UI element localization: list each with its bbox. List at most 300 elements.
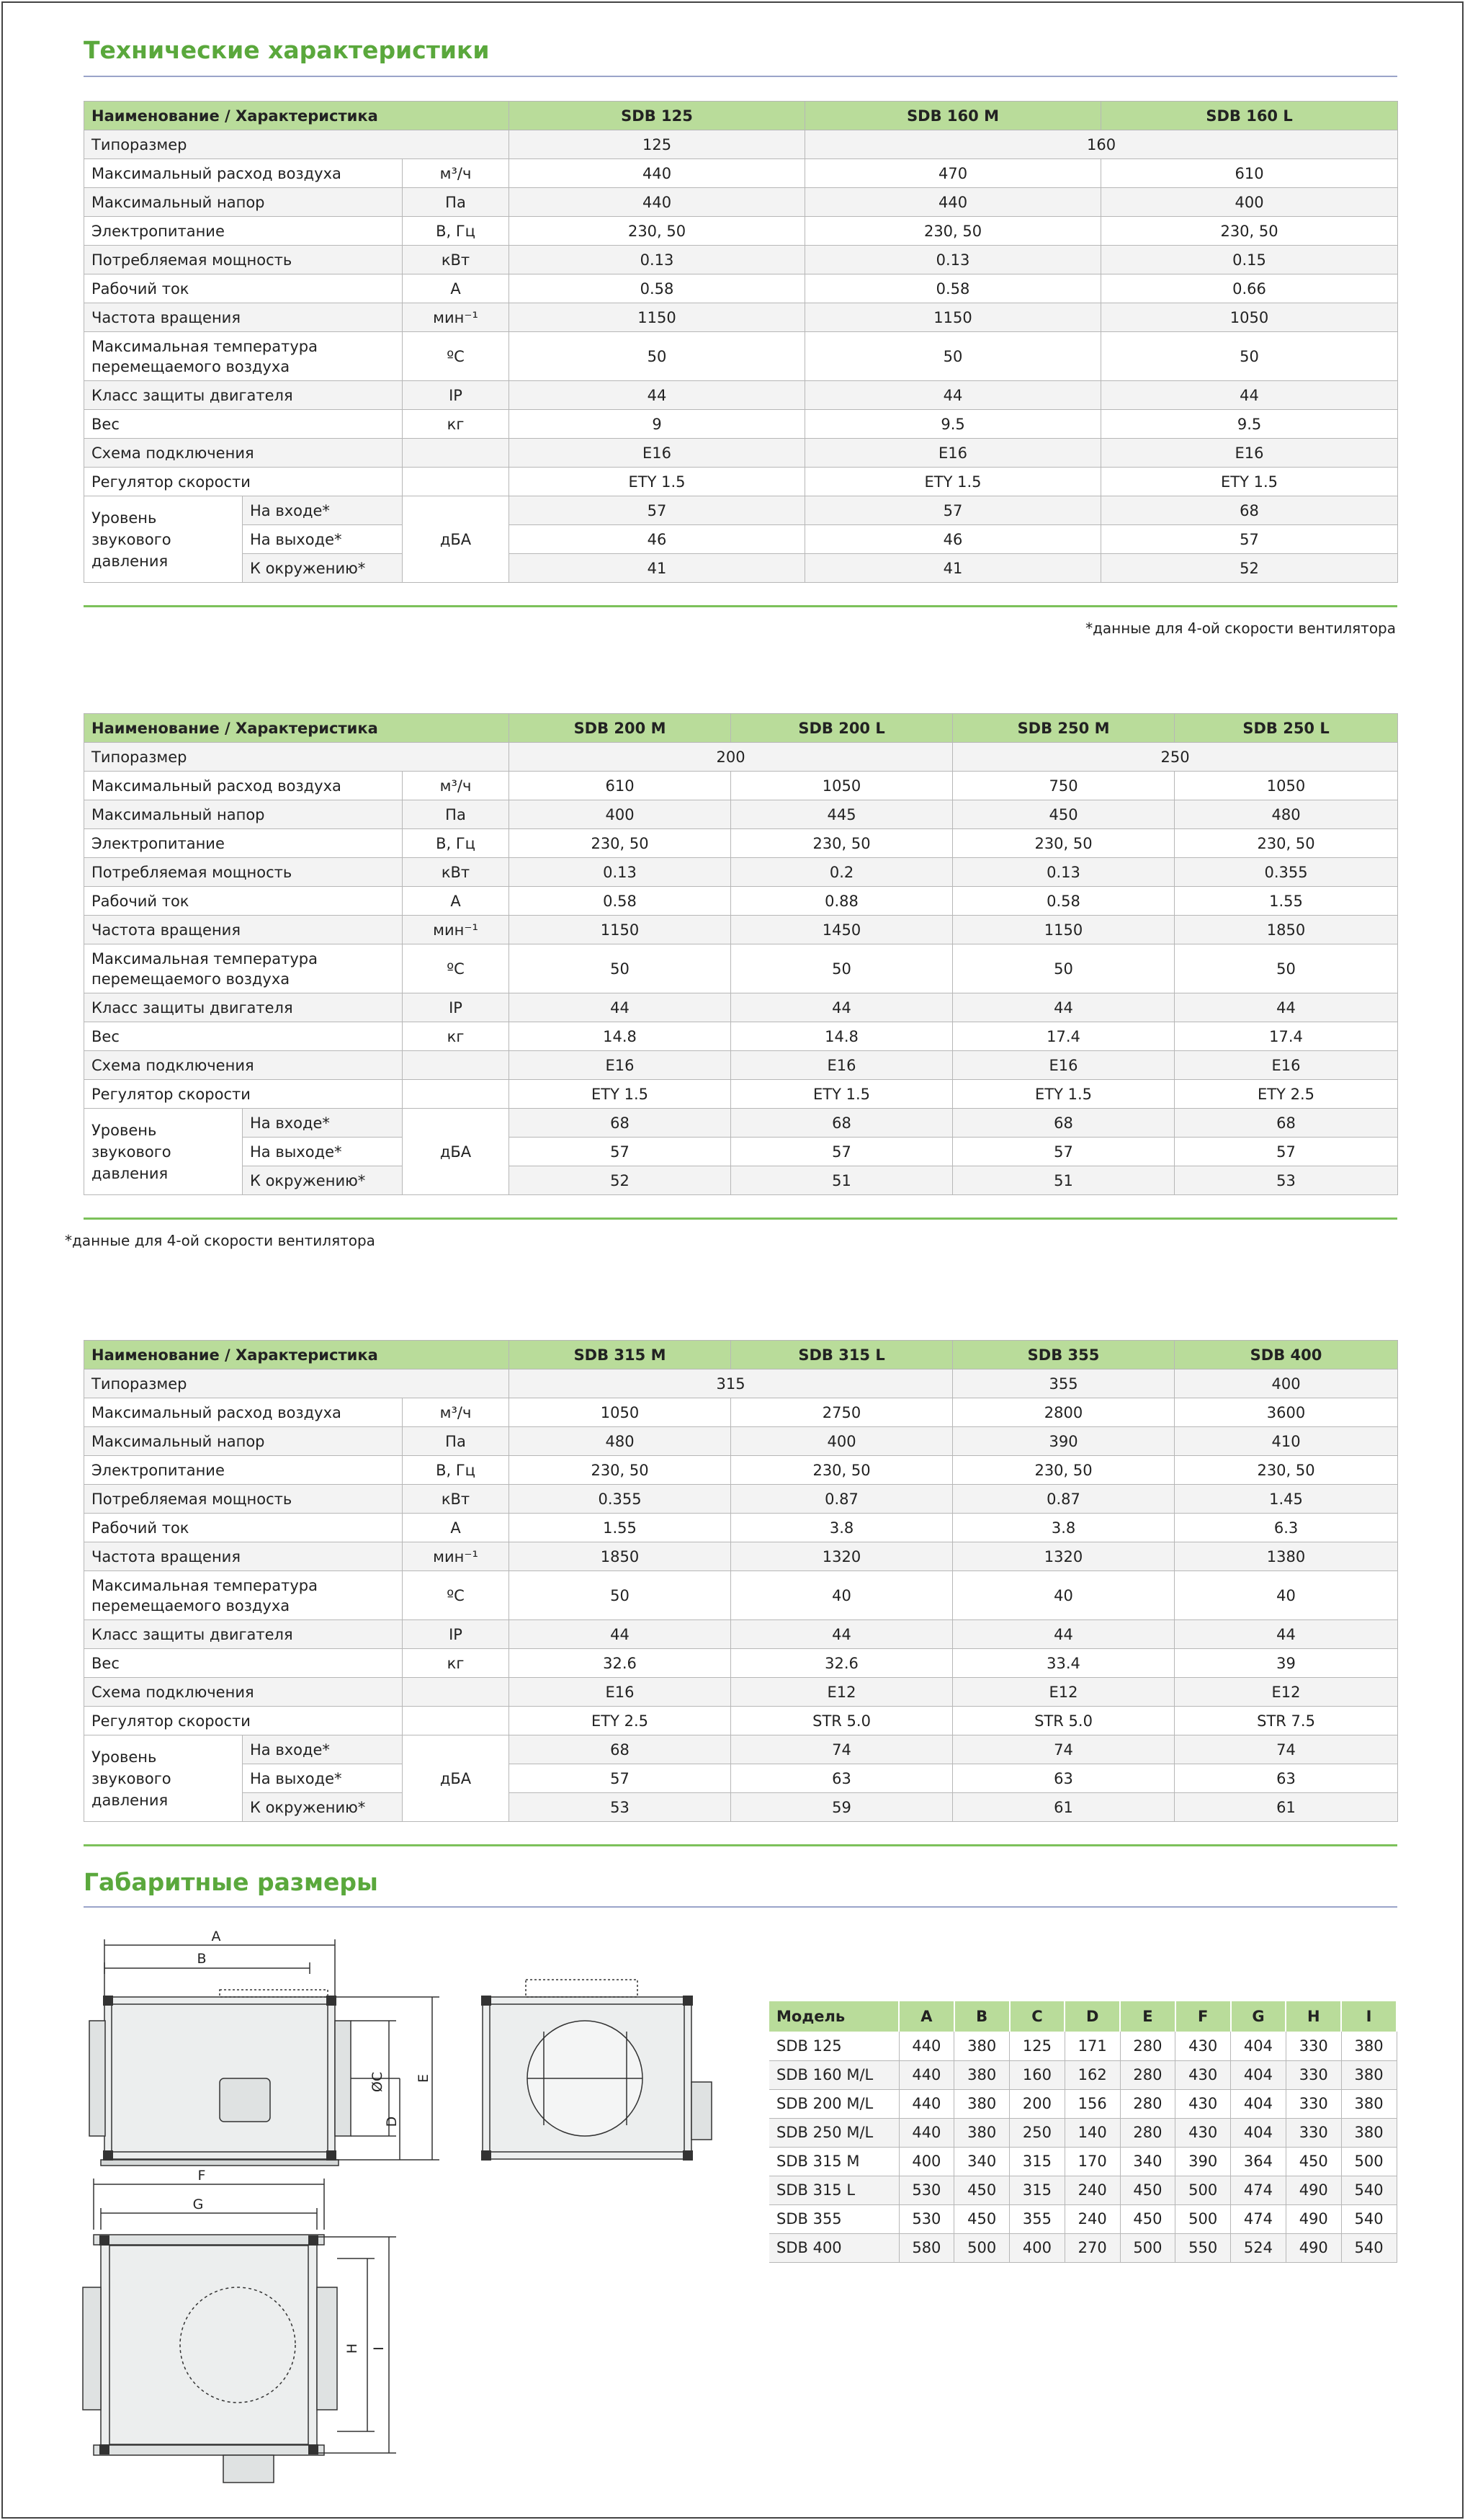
cell: 57 (805, 496, 1101, 525)
cell: 63 (953, 1764, 1175, 1793)
cell: 50 (509, 332, 805, 381)
dim-value: 440 (899, 2118, 954, 2147)
dim-value: 404 (1231, 2032, 1286, 2060)
table-3-bottom-rule (84, 1844, 1397, 1846)
cell: 68 (731, 1109, 953, 1138)
model-header: SDB 400 (1175, 1341, 1398, 1370)
dim-value: 270 (1065, 2233, 1120, 2262)
cell: 1050 (731, 772, 953, 800)
cell: 610 (1101, 159, 1398, 188)
row-label: Максимальный напор (84, 800, 403, 829)
cell: 17.4 (953, 1022, 1175, 1051)
sub-label: К окружению* (243, 1793, 403, 1822)
cell: 61 (953, 1793, 1175, 1822)
cell: 1.55 (1175, 887, 1398, 916)
model-header: SDB 160 M (805, 102, 1101, 130)
model-name: SDB 315 L (769, 2176, 899, 2204)
cell: 57 (1175, 1138, 1398, 1166)
dim-value: 315 (1010, 2176, 1065, 2204)
cell: 44 (1175, 1620, 1398, 1649)
dim-label-d: D (384, 2116, 400, 2127)
model-header: SDB 200 L (731, 714, 953, 743)
cell: 74 (953, 1735, 1175, 1764)
cell: ETY 1.5 (731, 1080, 953, 1109)
row-label: Максимальная температура перемещаемого воздуха (84, 944, 403, 993)
cell: 6.3 (1175, 1514, 1398, 1542)
dim-value: 330 (1286, 2060, 1341, 2089)
cell: E16 (1175, 1051, 1398, 1080)
cell: 0.58 (805, 274, 1101, 303)
dim-value: 450 (954, 2176, 1010, 2204)
dim-value: 500 (1175, 2204, 1231, 2233)
model-name: SDB 315 M (769, 2147, 899, 2176)
dim-value: 340 (1120, 2147, 1175, 2176)
sub-label: На входе* (243, 496, 403, 525)
cell: 33.4 (953, 1649, 1175, 1678)
cell: 51 (731, 1166, 953, 1195)
unit: мин⁻¹ (403, 1542, 509, 1571)
dim-value: 404 (1231, 2118, 1286, 2147)
model-name: SDB 160 M/L (769, 2060, 899, 2089)
row-label: Типоразмер (84, 130, 509, 159)
cell: 1850 (509, 1542, 731, 1571)
front-view-drawing (79, 1931, 454, 2176)
unit: ºC (403, 944, 509, 993)
dim-value: 524 (1231, 2233, 1286, 2262)
row-label: Максимальный расход воздуха (84, 772, 403, 800)
unit: м³/ч (403, 1398, 509, 1427)
dim-value: 400 (1010, 2233, 1065, 2262)
dim-value: 380 (954, 2060, 1010, 2089)
cell: 2800 (953, 1398, 1175, 1427)
dim-value: 490 (1286, 2204, 1341, 2233)
cell: 0.58 (509, 274, 805, 303)
dim-value: 280 (1120, 2089, 1175, 2118)
dim-value: 540 (1341, 2176, 1397, 2204)
dim-value: 500 (954, 2233, 1010, 2262)
row-label: Электропитание (84, 829, 403, 858)
header-label: Наименование / Характеристика (84, 714, 509, 743)
spec-table-1 (84, 101, 1398, 583)
unit: Па (403, 188, 509, 217)
unit: А (403, 887, 509, 916)
cell: 1450 (731, 916, 953, 944)
dim-header: A (899, 2001, 954, 2032)
row-label: Максимальный расход воздуха (84, 1398, 403, 1427)
dim-value: 140 (1065, 2118, 1120, 2147)
side-view-drawing (475, 1974, 713, 2161)
row-label: Максимальный расход воздуха (84, 159, 403, 188)
cell: 0.355 (1175, 858, 1398, 887)
dim-value: 240 (1065, 2176, 1120, 2204)
cell: 57 (1101, 525, 1398, 554)
cell: 9.5 (805, 410, 1101, 439)
row-label: Схема подключения (84, 439, 403, 468)
row-label: Регулятор скорости (84, 1080, 403, 1109)
cell: 230, 50 (509, 1456, 731, 1485)
cell: ETY 1.5 (509, 468, 805, 496)
cell: 230, 50 (1175, 829, 1398, 858)
title-underline (84, 76, 1397, 77)
dim-value: 380 (1341, 2089, 1397, 2118)
cell: 230, 50 (509, 829, 731, 858)
cell: 200 (509, 743, 953, 772)
cell: ETY 1.5 (953, 1080, 1175, 1109)
cell: 160 (805, 130, 1398, 159)
dim-header: D (1065, 2001, 1120, 2032)
dim-label-h: H (344, 2343, 360, 2354)
cell: 50 (731, 944, 953, 993)
dim-value: 404 (1231, 2060, 1286, 2089)
row-label: Класс защиты двигателя (84, 993, 403, 1022)
cell: 68 (1101, 496, 1398, 525)
unit: Па (403, 800, 509, 829)
dim-header: H (1286, 2001, 1341, 2032)
cell: E12 (731, 1678, 953, 1707)
dim-value: 340 (954, 2147, 1010, 2176)
row-label: Максимальный напор (84, 1427, 403, 1456)
unit: кВт (403, 246, 509, 274)
dim-value: 530 (899, 2204, 954, 2233)
cell: STR 5.0 (953, 1707, 1175, 1735)
unit: кг (403, 1022, 509, 1051)
cell: STR 5.0 (731, 1707, 953, 1735)
dim-value: 315 (1010, 2147, 1065, 2176)
row-label: Уровень звукового давления (84, 1109, 243, 1195)
dim-value: 450 (1120, 2176, 1175, 2204)
cell: 750 (953, 772, 1175, 800)
dim-value: 240 (1065, 2204, 1120, 2233)
dim-value: 580 (899, 2233, 954, 2262)
cell: 14.8 (509, 1022, 731, 1051)
cell: 32.6 (731, 1649, 953, 1678)
cell: 63 (731, 1764, 953, 1793)
dim-value: 380 (954, 2089, 1010, 2118)
cell: 50 (509, 1571, 731, 1620)
unit: м³/ч (403, 772, 509, 800)
cell: 440 (509, 188, 805, 217)
dim-header: Модель (769, 2001, 899, 2032)
cell: 125 (509, 130, 805, 159)
cell: 230, 50 (731, 829, 953, 858)
cell: 57 (509, 496, 805, 525)
row-label: Вес (84, 1649, 403, 1678)
cell: 57 (731, 1138, 953, 1166)
cell: 32.6 (509, 1649, 731, 1678)
dim-value: 380 (954, 2118, 1010, 2147)
cell: 0.355 (509, 1485, 731, 1514)
cell: ETY 2.5 (1175, 1080, 1398, 1109)
dim-value: 355 (1010, 2204, 1065, 2233)
cell: 1.45 (1175, 1485, 1398, 1514)
cell: 57 (509, 1764, 731, 1793)
dim-value: 440 (899, 2032, 954, 2060)
row-label: Уровень звукового давления (84, 496, 243, 583)
tech-specs-title: Технические характеристики (84, 36, 490, 64)
cell: 1050 (1101, 303, 1398, 332)
sub-label: На входе* (243, 1735, 403, 1764)
dim-value: 474 (1231, 2204, 1286, 2233)
model-header: SDB 250 L (1175, 714, 1398, 743)
dimensions-title: Габаритные размеры (84, 1868, 378, 1896)
model-name: SDB 250 M/L (769, 2118, 899, 2147)
cell: 3.8 (953, 1514, 1175, 1542)
footnote: *данные для 4-ой скорости вентилятора (1085, 620, 1396, 637)
spec-table-2 (84, 713, 1398, 1195)
cell: 46 (509, 525, 805, 554)
cell: 410 (1175, 1427, 1398, 1456)
dim-value: 170 (1065, 2147, 1120, 2176)
dim-value: 380 (1341, 2032, 1397, 2060)
cell: E12 (953, 1678, 1175, 1707)
model-header: SDB 125 (509, 102, 805, 130)
sub-label: К окружению* (243, 1166, 403, 1195)
dim-value: 400 (899, 2147, 954, 2176)
cell: 57 (509, 1138, 731, 1166)
unit: ºC (403, 1571, 509, 1620)
unit: IP (403, 381, 509, 410)
cell: 40 (731, 1571, 953, 1620)
unit: IP (403, 1620, 509, 1649)
unit: мин⁻¹ (403, 916, 509, 944)
cell: 230, 50 (509, 217, 805, 246)
cell: 74 (1175, 1735, 1398, 1764)
cell: 0.66 (1101, 274, 1398, 303)
row-label: Рабочий ток (84, 887, 403, 916)
row-label: Максимальная температура перемещаемого воздуха (84, 332, 403, 381)
sub-label: На выходе* (243, 525, 403, 554)
cell: 440 (805, 188, 1101, 217)
dim-header: I (1341, 2001, 1397, 2032)
cell: E12 (1175, 1678, 1398, 1707)
unit: IP (403, 993, 509, 1022)
cell: 57 (953, 1138, 1175, 1166)
cell: 50 (1175, 944, 1398, 993)
dim-header: F (1175, 2001, 1231, 2032)
dim-value: 280 (1120, 2032, 1175, 2060)
model-header: SDB 160 L (1101, 102, 1398, 130)
row-label: Уровень звукового давления (84, 1735, 243, 1822)
row-label: Частота вращения (84, 303, 403, 332)
cell: 1.55 (509, 1514, 731, 1542)
dim-value: 160 (1010, 2060, 1065, 2089)
table-1-bottom-rule (84, 605, 1397, 607)
dim-value: 380 (1341, 2060, 1397, 2089)
table-row (769, 2176, 1397, 2204)
cell: E16 (509, 439, 805, 468)
row-label: Рабочий ток (84, 1514, 403, 1542)
cell: ETY 1.5 (509, 1080, 731, 1109)
cell: 230, 50 (1175, 1456, 1398, 1485)
cell: 480 (509, 1427, 731, 1456)
cell: 0.13 (805, 246, 1101, 274)
dim-value: 430 (1175, 2118, 1231, 2147)
dim-value: 330 (1286, 2118, 1341, 2147)
model-header: SDB 315 M (509, 1341, 731, 1370)
dim-value: 364 (1231, 2147, 1286, 2176)
cell: 53 (1175, 1166, 1398, 1195)
cell: 230, 50 (953, 829, 1175, 858)
cell: 14.8 (731, 1022, 953, 1051)
cell: 0.88 (731, 887, 953, 916)
cell: 52 (509, 1166, 731, 1195)
dim-value: 540 (1341, 2233, 1397, 2262)
row-label: Вес (84, 410, 403, 439)
model-name: SDB 400 (769, 2233, 899, 2262)
dim-value: 250 (1010, 2118, 1065, 2147)
cell: ETY 1.5 (805, 468, 1101, 496)
row-label: Класс защиты двигателя (84, 381, 403, 410)
dim-value: 390 (1175, 2147, 1231, 2176)
dim-value: 450 (1286, 2147, 1341, 2176)
cell: 2750 (731, 1398, 953, 1427)
sub-label: На выходе* (243, 1138, 403, 1166)
cell: 44 (509, 1620, 731, 1649)
cell: 1380 (1175, 1542, 1398, 1571)
cell: 355 (953, 1370, 1175, 1398)
cell: 230, 50 (731, 1456, 953, 1485)
dim-value: 540 (1341, 2204, 1397, 2233)
dim-value: 380 (1341, 2118, 1397, 2147)
dim-value: 450 (954, 2204, 1010, 2233)
row-label: Типоразмер (84, 1370, 509, 1398)
dim-value: 330 (1286, 2089, 1341, 2118)
table-row (769, 2204, 1397, 2233)
dim-header: B (954, 2001, 1010, 2032)
cell: 61 (1175, 1793, 1398, 1822)
top-view-drawing (79, 2168, 403, 2514)
cell: E16 (805, 439, 1101, 468)
dimensions-table (769, 2001, 1397, 2263)
cell: 1150 (953, 916, 1175, 944)
table-row (769, 2060, 1397, 2089)
cell: 53 (509, 1793, 731, 1822)
model-header: SDB 200 M (509, 714, 731, 743)
dim-header: C (1010, 2001, 1065, 2032)
dim-label-f: F (197, 2168, 206, 2184)
unit (403, 1678, 509, 1707)
unit: мин⁻¹ (403, 303, 509, 332)
row-label: Электропитание (84, 217, 403, 246)
cell: 40 (953, 1571, 1175, 1620)
cell: 51 (953, 1166, 1175, 1195)
row-label: Схема подключения (84, 1678, 403, 1707)
row-label: Регулятор скорости (84, 1707, 403, 1735)
dim-value: 490 (1286, 2176, 1341, 2204)
unit: В, Гц (403, 217, 509, 246)
cell: STR 7.5 (1175, 1707, 1398, 1735)
unit: ºC (403, 332, 509, 381)
cell: 400 (1101, 188, 1398, 217)
cell: 0.15 (1101, 246, 1398, 274)
cell: 44 (731, 993, 953, 1022)
unit: кВт (403, 858, 509, 887)
cell: 0.2 (731, 858, 953, 887)
cell: 1150 (509, 303, 805, 332)
dim-value: 500 (1120, 2233, 1175, 2262)
dim-value: 404 (1231, 2089, 1286, 2118)
unit: дБА (403, 1109, 509, 1195)
dim-value: 156 (1065, 2089, 1120, 2118)
unit: кВт (403, 1485, 509, 1514)
cell: 470 (805, 159, 1101, 188)
cell: 44 (805, 381, 1101, 410)
cell: 400 (1175, 1370, 1398, 1398)
cell: 50 (509, 944, 731, 993)
model-name: SDB 355 (769, 2204, 899, 2233)
unit: кг (403, 410, 509, 439)
unit: А (403, 274, 509, 303)
cell: 400 (731, 1427, 953, 1456)
cell: 68 (509, 1735, 731, 1764)
cell: 480 (1175, 800, 1398, 829)
cell: 44 (1101, 381, 1398, 410)
cell: 0.87 (953, 1485, 1175, 1514)
cell: 610 (509, 772, 731, 800)
cell: 68 (1175, 1109, 1398, 1138)
cell: 0.58 (953, 887, 1175, 916)
dim-value: 380 (954, 2032, 1010, 2060)
dimensions-title-underline (84, 1906, 1397, 1908)
unit: кг (403, 1649, 509, 1678)
cell: 50 (1101, 332, 1398, 381)
cell: 44 (509, 381, 805, 410)
row-label: Потребляемая мощность (84, 246, 403, 274)
unit: В, Гц (403, 829, 509, 858)
dim-value: 330 (1286, 2032, 1341, 2060)
unit: м³/ч (403, 159, 509, 188)
dim-label-c: ØC (369, 2071, 385, 2093)
table-row (769, 2118, 1397, 2147)
cell: 440 (509, 159, 805, 188)
dim-value: 440 (899, 2060, 954, 2089)
dim-value: 162 (1065, 2060, 1120, 2089)
dim-value: 430 (1175, 2032, 1231, 2060)
unit (403, 1051, 509, 1080)
cell: 44 (1175, 993, 1398, 1022)
cell: 0.13 (509, 246, 805, 274)
row-label: Частота вращения (84, 1542, 403, 1571)
footnote: *данные для 4-ой скорости вентилятора (65, 1232, 375, 1249)
dim-header: E (1120, 2001, 1175, 2032)
cell: 1150 (805, 303, 1101, 332)
cell: 315 (509, 1370, 953, 1398)
cell: 52 (1101, 554, 1398, 583)
cell: 1150 (509, 916, 731, 944)
cell: 68 (509, 1109, 731, 1138)
row-label: Потребляемая мощность (84, 858, 403, 887)
row-label: Схема подключения (84, 1051, 403, 1080)
row-label: Регулятор скорости (84, 468, 403, 496)
unit (403, 1080, 509, 1109)
cell: 250 (953, 743, 1398, 772)
table-row (769, 2032, 1397, 2060)
cell: 68 (953, 1109, 1175, 1138)
row-label: Максимальный напор (84, 188, 403, 217)
unit: дБА (403, 1735, 509, 1822)
cell: 41 (805, 554, 1101, 583)
spec-table-3 (84, 1340, 1398, 1822)
model-name: SDB 125 (769, 2032, 899, 2060)
row-label: Класс защиты двигателя (84, 1620, 403, 1649)
dim-value: 500 (1341, 2147, 1397, 2176)
cell: 9.5 (1101, 410, 1398, 439)
dim-header: G (1231, 2001, 1286, 2032)
dim-value: 430 (1175, 2060, 1231, 2089)
row-label: Потребляемая мощность (84, 1485, 403, 1514)
sub-label: На выходе* (243, 1764, 403, 1793)
model-header: SDB 315 L (731, 1341, 953, 1370)
